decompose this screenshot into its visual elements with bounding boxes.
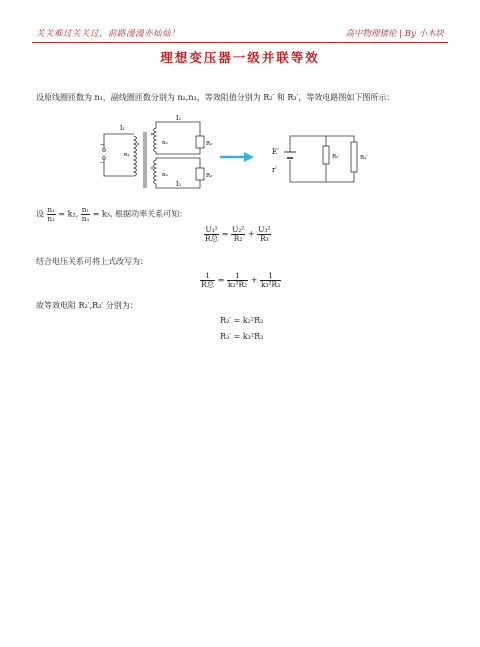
fraction-k3: $\frac{\text{n₁}}{\text{n₃}}$ — [81, 206, 90, 223]
label-I2: I₂ — [176, 115, 181, 122]
equivalent-circuit-diagram — [270, 130, 380, 190]
label-n1: n₁ — [124, 152, 130, 158]
label-E-prime: E′ — [272, 148, 279, 156]
svg-text:~: ~ — [99, 142, 105, 148]
fraction-k2: $\frac{\text{n₁}}{\text{n₂}}$ — [47, 206, 55, 223]
header-rule — [32, 42, 448, 43]
header-author: 高中物理猪伦 | By 小木块 — [345, 29, 444, 39]
transformer-circuit-diagram — [92, 112, 222, 192]
label-n3: n₃ — [162, 172, 168, 178]
label-I1: I₁ — [120, 125, 125, 132]
label-R2-prime: R₂′ — [332, 154, 340, 160]
label-R3: R₃ — [206, 173, 213, 179]
header-motto: 关关难过关关过，前路漫漫亦灿灿！ — [36, 29, 181, 39]
step3-paragraph: 故等效电阻 R₂′,R₃′ 分别为： — [36, 301, 138, 310]
page-header — [32, 27, 448, 41]
equivalence-arrow — [218, 150, 258, 164]
page-title: 理想变压器一级并联等效 — [160, 50, 320, 65]
label-I3: I₃ — [176, 181, 181, 188]
label-n2: n₂ — [162, 140, 168, 146]
label-R3-prime: R₃′ — [360, 155, 368, 161]
label-r-prime: r′ — [272, 166, 277, 174]
result-R2: R₂′ = k₂²R₂ — [220, 316, 264, 325]
step1-paragraph: 设 $\frac{\text{n₁}}{\text{n₂}}$ = k₂, $\frac{\text{n₁}}{\text{n₃}}$ = k₃, 根据功率关系可知： — [36, 206, 188, 223]
intro-paragraph: 设原线圈匝数为 n₁，副线圈匝数分别为 n₂,n₃，等效阻值分别为 R₂′ 和 R₃′，等效电路图如下图所示： — [36, 93, 395, 102]
voltage-equation: $\frac{1}{\text{R总}}$ = $\frac{1}{\text{k₂²R₂}}$ + $\frac{1}{\text{k₃²R₃}}$ — [201, 271, 281, 289]
power-equation: $\frac{\text{U₁²}}{\text{R总}}$ = $\frac{\text{U₂²}}{\text{R₂}}$ + $\frac{\text{U₃²}}{\text{R₃}}$ — [205, 225, 271, 243]
step2-paragraph: 结合电压关系可将上式改写为： — [36, 257, 148, 266]
result-R3: R₃′ = k₃²R₃ — [220, 332, 264, 341]
svg-text:−: − — [99, 160, 105, 166]
label-R2: R₂ — [206, 141, 213, 147]
